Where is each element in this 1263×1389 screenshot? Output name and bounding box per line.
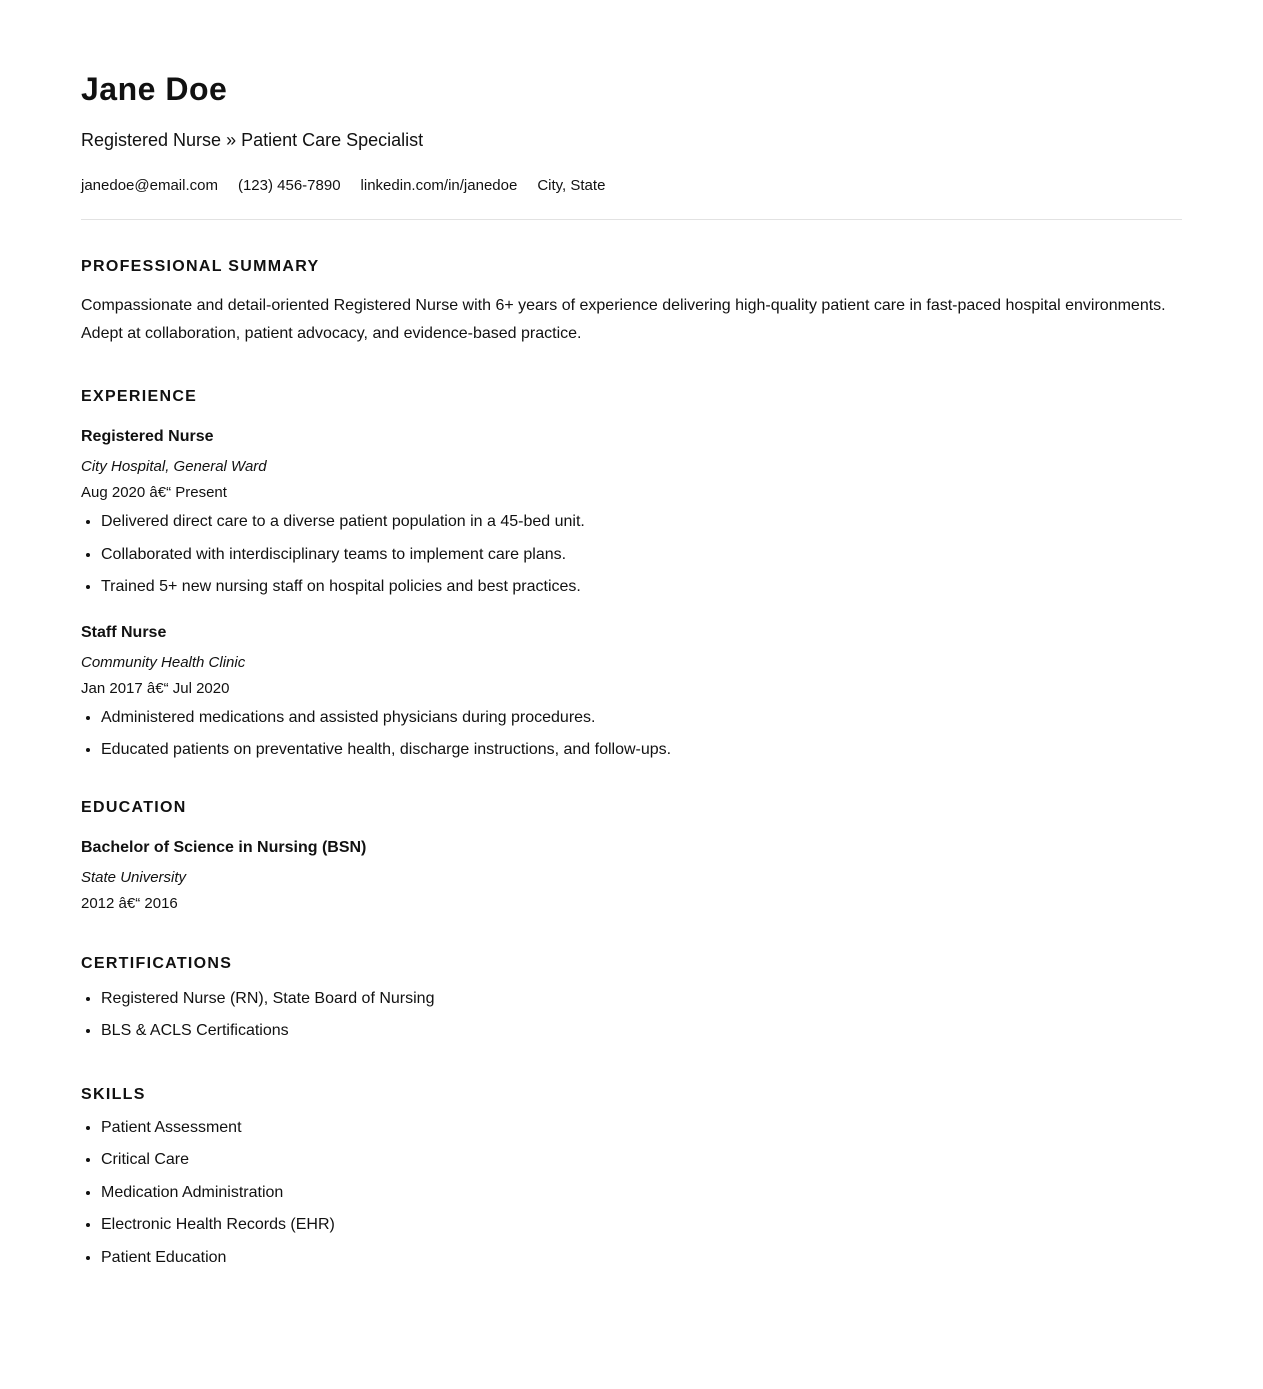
education-dates: 2012 â€“ 2016: [81, 894, 178, 912]
certifications-list: [81, 983, 1182, 1048]
job-org: City Hospital, General Ward: [81, 458, 267, 475]
list-item: • Trained 5+ new nursing staff on hospital policies and best practices.: [101, 571, 1182, 604]
contact-info: [81, 176, 1182, 196]
skills-list: [81, 1112, 1182, 1275]
job-dates: Jan 2017 â€“ Jul 2020: [81, 679, 230, 697]
section-title: CERTIFICATIONS: [81, 954, 233, 972]
resume: [81, 68, 1182, 1274]
job-entry: [81, 622, 1182, 767]
contact-location: City, State: [537, 177, 606, 194]
job-dates: Aug 2020 â€“ Present: [81, 484, 227, 501]
experience-section: [81, 386, 1182, 767]
job-title: Staff Nurse: [81, 623, 167, 641]
list-item: • Educated patients on preventative health, discharge instructions, and follow-ups.: [101, 734, 1182, 767]
degree: Bachelor of Science in Nursing (BSN): [81, 838, 367, 856]
list-item: • Patient Education: [101, 1242, 1182, 1275]
divider: [81, 219, 1182, 220]
list-item: • Critical Care: [101, 1144, 1182, 1177]
list-item: • Registered Nurse (RN), State Board of Nursing: [101, 983, 1182, 1016]
name-heading: Jane Doe: [81, 71, 228, 107]
skills-section: [81, 1084, 1182, 1275]
list-item: • Patient Assessment: [101, 1112, 1182, 1145]
contact-phone: (123) 456-7890: [237, 177, 341, 194]
list-item: • Administered medications and assisted physicians during procedures.: [101, 702, 1182, 735]
section-title: EXPERIENCE: [81, 388, 198, 405]
list-item: • Medication Administration: [101, 1177, 1182, 1210]
list-item: • Electronic Health Records (EHR): [101, 1209, 1182, 1242]
list-item: • BLS & ACLS Certifications: [101, 1015, 1182, 1048]
certifications-section: [81, 953, 1182, 1048]
job-bullets: [81, 506, 1182, 604]
job-org: Community Health Clinic: [81, 653, 246, 671]
summary-text: Compassionate and detail-oriented Registered Nurse with 6+ years of experience delivering high-quality patient care in fast-paced hospital environments. Adept at collaboration, patient advocacy, and evidence-based practice.: [81, 297, 1166, 342]
section-title: PROFESSIONAL SUMMARY: [81, 258, 320, 275]
section-title: SKILLS: [81, 1085, 146, 1103]
education-section: [81, 797, 1182, 915]
school: State University: [81, 868, 187, 886]
list-item: • Collaborated with interdisciplinary teams to implement care plans.: [101, 539, 1182, 572]
job-title: Registered Nurse: [81, 428, 214, 445]
list-item: • Delivered direct care to a diverse patient population in a 45-bed unit.: [101, 506, 1182, 539]
section-title: EDUCATION: [81, 798, 187, 816]
contact-email: janedoe@email.com: [81, 177, 218, 194]
job-entry: [81, 426, 1182, 604]
summary-section: [81, 256, 1182, 348]
job-bullets: [81, 702, 1182, 767]
subtitle: Registered Nurse » Patient Care Specialist: [81, 130, 424, 150]
contact-linkedin: linkedin.com/in/janedoe: [360, 177, 518, 194]
